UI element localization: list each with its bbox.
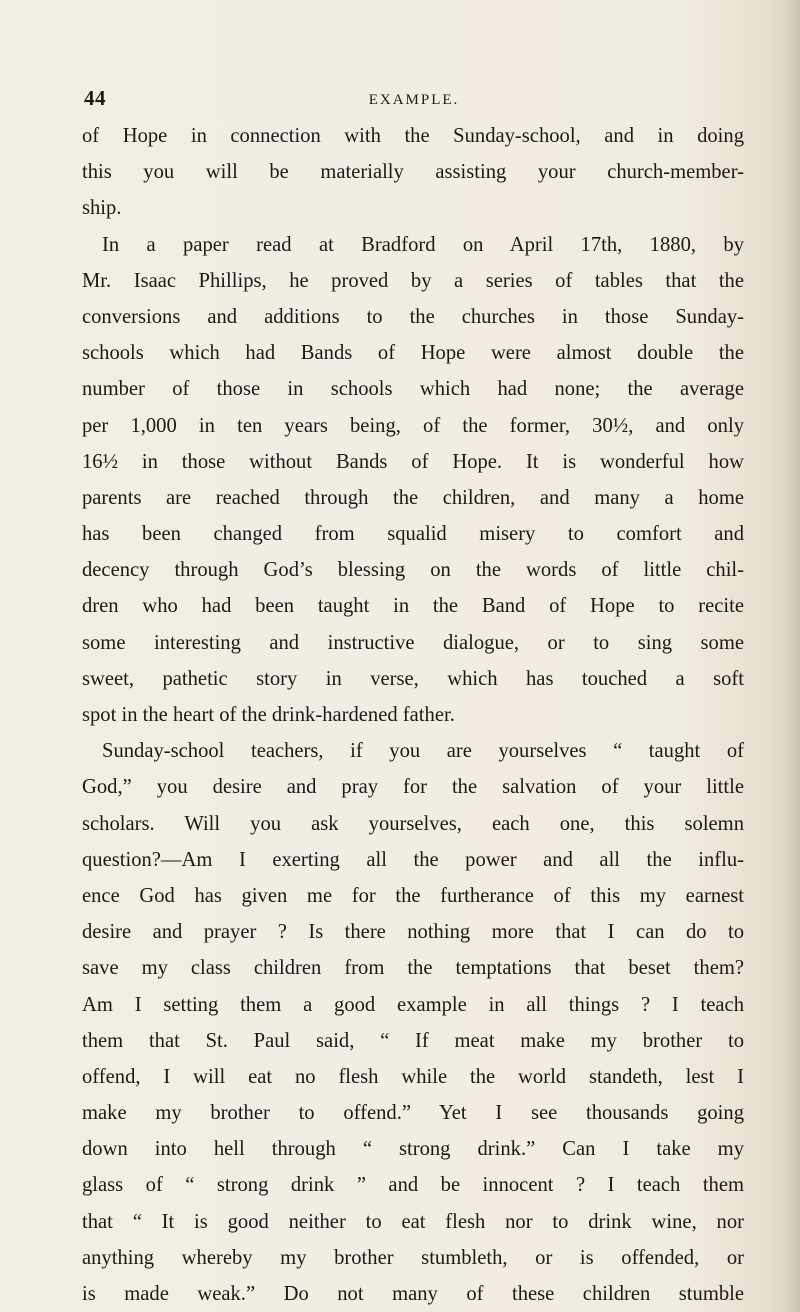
text-line: In a paper read at Bradford on April 17th, 1880, by [102, 233, 744, 256]
text-line: God,” you desire and pray for the salvation of your little [82, 776, 744, 799]
text-line: scholars. Will you ask yourselves, each one, this solemn [82, 812, 744, 835]
page-number: 44 [84, 86, 106, 110]
text-line: some interesting and instructive dialogue, or to sing some [82, 631, 744, 654]
page-edge-shadow [786, 0, 800, 1312]
text-line: per 1,000 in ten years being, of the former, 30½, and only [82, 414, 744, 437]
text-line: desire and prayer ? Is there nothing more that I can do to [82, 921, 744, 944]
text-line: save my class children from the temptations that beset them? [82, 957, 744, 980]
text-line: anything whereby my brother stumbleth, or is offended, or [82, 1246, 744, 1269]
text-line: Mr. Isaac Phillips, he proved by a series of tables that the [82, 269, 744, 292]
text-line: decency through God’s blessing on the words of little chil- [82, 559, 744, 582]
text-line: sweet, pathetic story in verse, which has touched a soft [82, 667, 744, 690]
text-line: of Hope in connection with the Sunday-school, and in doing [82, 125, 744, 147]
text-line: question?—Am I exerting all the power and all the influ- [82, 848, 744, 871]
text-line: ence God has given me for the furtherance of this my earnest [82, 884, 744, 907]
text-line: that “ It is good neither to eat flesh nor to drink wine, nor [82, 1210, 744, 1233]
text-line: down into hell through “ strong drink.” Can I take my [82, 1138, 744, 1161]
text-line: offend, I will eat no flesh while the world standeth, lest I [82, 1065, 744, 1088]
text-line: dren who had been taught in the Band of Hope to recite [82, 595, 744, 618]
text-line: conversions and additions to the churches in those Sunday- [82, 305, 744, 328]
text-line: is made weak.” Do not many of these children stumble [82, 1283, 744, 1305]
page-header [84, 86, 744, 116]
text-line: them that St. Paul said, “ If meat make my brother to [82, 1029, 744, 1052]
text-line: this you will be materially assisting your church-member- [82, 161, 744, 184]
text-line: number of those in schools which had none; the average [82, 378, 744, 401]
running-head: EXAMPLE. [368, 92, 460, 108]
text-line: ship. [82, 197, 122, 220]
text-line: spot in the heart of the drink-hardened father. [82, 704, 455, 726]
text-line: schools which had Bands of Hope were almost double the [82, 342, 744, 365]
text-line: make my brother to offend.” Yet I see thousands going [82, 1102, 744, 1125]
body-text [82, 118, 744, 1312]
text-line: parents are reached through the children, and many a home [82, 486, 744, 509]
text-line: glass of “ strong drink ” and be innocent ? I teach them [82, 1174, 744, 1197]
text-line: Am I setting them a good example in all things ? I teach [82, 993, 744, 1016]
text-line: 16½ in those without Bands of Hope. It is wonderful how [82, 450, 744, 473]
text-line: Sunday-school teachers, if you are yourselves “ taught of [102, 740, 744, 763]
text-line: has been changed from squalid misery to comfort and [82, 523, 744, 546]
